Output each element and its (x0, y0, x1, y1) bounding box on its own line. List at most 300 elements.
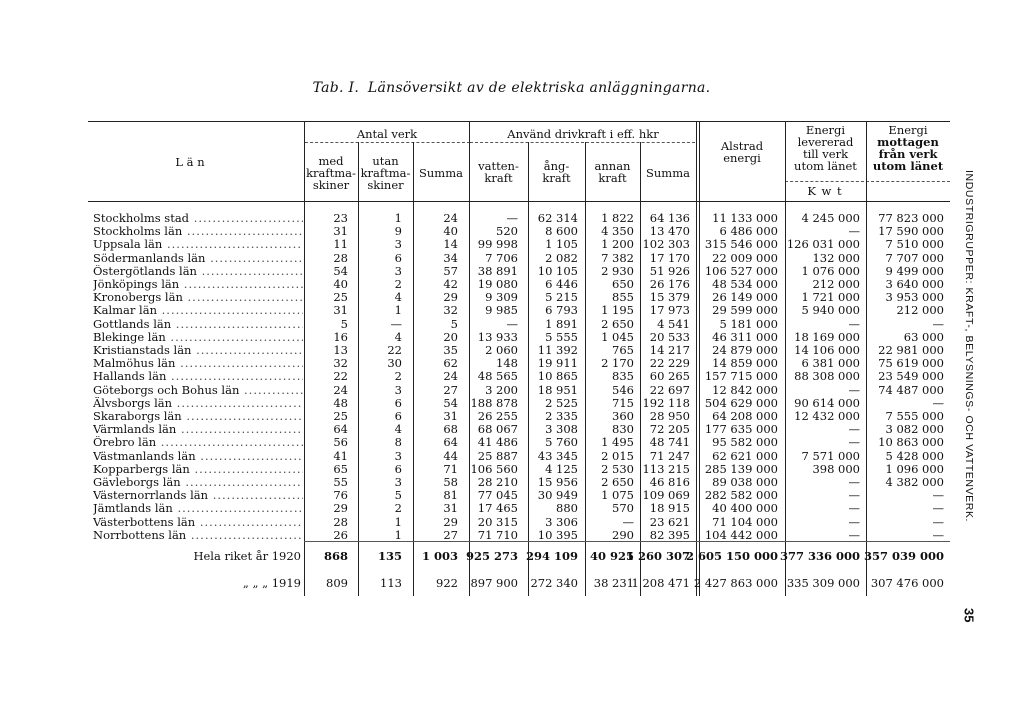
cell-med-kraftmaskiner: 28 (333, 514, 348, 529)
cell-angkraft: 2 082 (545, 250, 578, 265)
cell-lan: Kalmar län ..... (93, 304, 303, 317)
header-energi-mottagen (866, 124, 950, 172)
cell-med-kraftmaskiner: 809 (326, 576, 348, 590)
cell-annan-kraft: 2 930 (601, 263, 634, 278)
cell-med-kraftmaskiner: 5 (340, 316, 348, 331)
cell-utan-kraftmaskiner: 113 (380, 576, 402, 590)
cell-annan-kraft: 830 (612, 422, 634, 437)
cell-utan-kraftmaskiner: 1 (394, 527, 402, 542)
cell-annan-kraft: 1 075 (601, 488, 634, 503)
cell-energi-mottagen: — (932, 488, 944, 503)
cell-vattenkraft: 19 080 (477, 277, 518, 291)
table-number: Tab. I. (312, 80, 360, 96)
cell-lan: Västmanlands län ..... (93, 450, 303, 463)
header-angkraft (528, 160, 585, 184)
cell-energi-levererad: 5 940 000 (801, 303, 860, 318)
cell-angkraft: 62 314 (537, 211, 578, 225)
cell-angkraft: 2 525 (545, 395, 578, 410)
cell-energi-mottagen: — (932, 501, 944, 516)
header-line: vatten- (478, 159, 519, 173)
cell-annan-kraft: 38 231 (593, 576, 634, 590)
header-line: med (318, 154, 344, 168)
cell-energi-mottagen: 23 549 000 (878, 369, 944, 384)
table-row (0, 291, 960, 304)
table-row (0, 357, 960, 370)
cell-lan: Älvsborgs län ..... (93, 397, 303, 410)
table-row (0, 410, 960, 423)
cell-energi-mottagen: 7 707 000 (885, 250, 944, 265)
cell-med-kraftmaskiner: 65 (333, 461, 348, 476)
side-running-head (960, 170, 978, 535)
cell-utan-kraftmaskiner: 8 (394, 435, 402, 450)
cell-energi-levererad: — (848, 224, 860, 239)
header-line: utom länet (794, 159, 857, 173)
cell-energi-mottagen: 1 096 000 (885, 461, 944, 476)
cell-annan-kraft: 570 (612, 501, 634, 516)
table-row (0, 450, 960, 463)
cell-vattenkraft: — (506, 316, 518, 331)
cell-lan: Göteborgs och Bohus län ..... (93, 384, 303, 397)
cell-energi-mottagen: 10 863 000 (878, 435, 944, 450)
cell-lan: Stockholms län ..... (93, 225, 303, 238)
cell-vattenkraft: 3 200 (485, 382, 518, 397)
header-line: Energi (888, 123, 928, 137)
cell-med-kraftmaskiner: 55 (333, 475, 348, 489)
table-row (0, 344, 960, 357)
cell-utan-kraftmaskiner: 1 (394, 211, 402, 225)
cell-vattenkraft: 71 710 (477, 527, 518, 542)
cell-med-kraftmaskiner: 26 (333, 527, 348, 542)
cell-alstrad-energi: 6 486 000 (719, 224, 778, 239)
cell-lan: Skaraborgs län ..... (93, 410, 303, 423)
header-line: till verk (802, 147, 849, 161)
cell-energi-levererad: 212 000 (812, 277, 860, 291)
cell-alstrad-energi: 62 621 000 (712, 448, 778, 463)
header-utan-kraftmaskiner (358, 155, 413, 191)
header-antal-verk: Antal verk (356, 127, 418, 141)
cell-utan-kraftmaskiner: 3 (394, 475, 402, 489)
cell-angkraft: 5 215 (545, 290, 578, 305)
cell-utan-kraftmaskiner: 6 (394, 395, 402, 410)
cell-alstrad-energi: 12 842 000 (712, 382, 778, 397)
cell-alstrad-energi: 177 635 000 (704, 422, 778, 437)
cell-energi-levererad: — (848, 501, 860, 516)
cell-utan-kraftmaskiner: 22 (387, 343, 402, 357)
cell-lan: Västernorrlands län ..... (93, 489, 303, 502)
cell-energi-mottagen: 4 382 000 (885, 475, 944, 489)
cell-lan: Östergötlands län ..... (93, 265, 303, 278)
header-line: Alstrad (720, 139, 764, 153)
page-number-text: 35 (961, 608, 977, 623)
cell-alstrad-energi: 2 605 150 000 (685, 549, 778, 563)
cell-lan: Blekinge län ..... (93, 331, 303, 344)
cell-summa-drivkraft: 48 741 (649, 435, 690, 450)
cell-alstrad-energi: 46 311 000 (712, 329, 778, 344)
cell-summa-verk: 31 (443, 501, 458, 516)
cell-energi-levererad: 398 000 (812, 461, 860, 476)
cell-vattenkraft: 9 985 (485, 303, 518, 318)
cell-med-kraftmaskiner: 54 (333, 263, 348, 278)
cell-energi-mottagen: — (932, 395, 944, 410)
cell-alstrad-energi: 95 582 000 (712, 435, 778, 450)
cell-energi-mottagen: 3 640 000 (885, 277, 944, 291)
cell-energi-mottagen: 3 082 000 (885, 422, 944, 437)
cell-med-kraftmaskiner: 868 (323, 549, 348, 563)
cell-summa-drivkraft: 1 260 307 (625, 549, 690, 563)
cell-summa-drivkraft: 113 215 (642, 461, 690, 476)
cell-energi-mottagen: 307 476 000 (870, 576, 944, 590)
cell-angkraft: 3 306 (545, 514, 578, 529)
cell-angkraft: 1 105 (545, 237, 578, 252)
cell-energi-mottagen: 5 428 000 (885, 448, 944, 463)
cell-annan-kraft: 40 925 (589, 549, 634, 563)
cell-summa-verk: 34 (443, 250, 458, 265)
cell-med-kraftmaskiner: 24 (333, 382, 348, 397)
cell-utan-kraftmaskiner: 6 (394, 461, 402, 476)
cell-energi-levererad: 6 381 000 (801, 356, 860, 371)
cell-annan-kraft: 290 (612, 527, 634, 542)
cell-energi-mottagen: — (932, 316, 944, 331)
cell-energi-mottagen: 77 823 000 (878, 211, 944, 225)
cell-alstrad-energi: 14 859 000 (712, 356, 778, 371)
cell-energi-levererad: 12 432 000 (794, 409, 860, 423)
cell-med-kraftmaskiner: 64 (333, 422, 348, 437)
cell-summa-verk: 20 (443, 329, 458, 344)
cell-summa-verk: 35 (443, 343, 458, 357)
cell-energi-mottagen: 17 590 000 (878, 224, 944, 239)
cell-summa-verk: 40 (443, 224, 458, 239)
cell-energi-levererad: 1 076 000 (801, 263, 860, 278)
cell-summa-drivkraft: 15 379 (649, 290, 690, 305)
cell-med-kraftmaskiner: 13 (333, 343, 348, 357)
cell-energi-levererad: 132 000 (812, 250, 860, 265)
cell-annan-kraft: 765 (612, 343, 634, 357)
cell-utan-kraftmaskiner: 4 (394, 329, 402, 344)
cell-med-kraftmaskiner: 41 (333, 448, 348, 463)
cell-energi-levererad: — (848, 488, 860, 503)
cell-summa-verk: 24 (443, 369, 458, 384)
cell-vattenkraft: 20 315 (477, 514, 518, 529)
cell-energi-levererad: — (848, 475, 860, 489)
cell-angkraft: 10 105 (537, 263, 578, 278)
cell-vattenkraft: 106 560 (470, 461, 518, 476)
cell-alstrad-energi: 157 715 000 (704, 369, 778, 384)
header-line: kraft (598, 171, 627, 185)
cell-vattenkraft: 68 067 (477, 422, 518, 437)
cell-angkraft: 30 949 (537, 488, 578, 503)
cell-med-kraftmaskiner: 31 (333, 224, 348, 239)
cell-vattenkraft: 520 (496, 224, 518, 239)
cell-alstrad-energi: 106 527 000 (704, 263, 778, 278)
cell-summa-drivkraft: 22 697 (649, 382, 690, 397)
cell-summa-drivkraft: 20 533 (649, 329, 690, 344)
cell-med-kraftmaskiner: 29 (333, 501, 348, 516)
cell-vattenkraft: 925 273 (465, 549, 518, 563)
table-row (0, 502, 960, 515)
cell-vattenkraft: 25 887 (477, 448, 518, 463)
header-line: energi (723, 151, 761, 165)
cell-summa-drivkraft: 109 069 (642, 488, 690, 503)
cell-med-kraftmaskiner: 40 (333, 277, 348, 291)
table-row (0, 304, 960, 317)
table-row (0, 577, 960, 590)
cell-annan-kraft: 2 650 (601, 475, 634, 489)
cell-alstrad-energi: 89 038 000 (712, 475, 778, 489)
cell-energi-levererad: — (848, 514, 860, 529)
header-line: utan (372, 154, 399, 168)
cell-vattenkraft: 26 255 (477, 409, 518, 423)
header-line: annan (594, 159, 631, 173)
cell-lan: Hela riket år 1920 (193, 550, 301, 563)
header-summa-drivkraft: Summa (646, 166, 690, 180)
cell-energi-mottagen: 74 487 000 (878, 382, 944, 397)
cell-energi-mottagen: 357 039 000 (863, 549, 944, 563)
header-line: kraftma- (360, 166, 411, 180)
table-row (0, 489, 960, 502)
cell-summa-drivkraft: 14 217 (649, 343, 690, 357)
cell-annan-kraft: 2 015 (601, 448, 634, 463)
cell-summa-drivkraft: 192 118 (642, 395, 690, 410)
table-row (0, 331, 960, 344)
cell-lan: Jönköpings län ..... (93, 278, 303, 291)
cell-utan-kraftmaskiner: 3 (394, 237, 402, 252)
cell-utan-kraftmaskiner: 9 (394, 224, 402, 239)
table-row (0, 476, 960, 489)
cell-angkraft: 11 392 (537, 343, 578, 357)
cell-med-kraftmaskiner: 25 (333, 409, 348, 423)
cell-alstrad-energi: 24 879 000 (712, 343, 778, 357)
cell-utan-kraftmaskiner: 1 (394, 514, 402, 529)
cell-summa-verk: 1 003 (421, 549, 458, 563)
cell-summa-verk: 29 (443, 290, 458, 305)
cell-lan: Gottlands län ..... (93, 318, 303, 331)
cell-lan: Malmöhus län ..... (93, 357, 303, 370)
cell-annan-kraft: 7 382 (601, 250, 634, 265)
cell-med-kraftmaskiner: 31 (333, 303, 348, 318)
cell-vattenkraft: 13 933 (477, 329, 518, 344)
cell-summa-verk: 24 (443, 211, 458, 225)
cell-utan-kraftmaskiner: 4 (394, 422, 402, 437)
cell-alstrad-energi: 22 009 000 (712, 250, 778, 265)
cell-summa-drivkraft: 46 816 (649, 475, 690, 489)
cell-alstrad-energi: 71 104 000 (712, 514, 778, 529)
page-number (962, 608, 976, 628)
cell-annan-kraft: 546 (612, 382, 634, 397)
cell-summa-drivkraft: 17 973 (649, 303, 690, 318)
table-caption: Länsöversikt av de elektriska anläggningarna. (367, 80, 711, 96)
cell-alstrad-energi: 315 546 000 (704, 237, 778, 252)
cell-summa-verk: 64 (443, 435, 458, 450)
cell-vattenkraft: 148 (496, 356, 518, 371)
table-row (0, 516, 960, 529)
cell-lan: Stockholms stad ..... (93, 212, 303, 225)
cell-summa-verk: 44 (443, 448, 458, 463)
cell-annan-kraft: 1 200 (601, 237, 634, 252)
cell-angkraft: 294 109 (525, 549, 578, 563)
cell-summa-drivkraft: 28 950 (649, 409, 690, 423)
table-title (0, 80, 1023, 96)
cell-energi-levererad: 88 308 000 (794, 369, 860, 384)
cell-utan-kraftmaskiner: 2 (394, 501, 402, 516)
cell-alstrad-energi: 282 582 000 (704, 488, 778, 503)
cell-lan: Södermanlands län ..... (93, 252, 303, 265)
header-top-rule (88, 121, 950, 122)
cell-vattenkraft: 188 878 (470, 395, 518, 410)
cell-annan-kraft: 855 (612, 290, 634, 305)
header-med-kraftmaskiner (304, 155, 358, 191)
cell-vattenkraft: 897 900 (470, 576, 518, 590)
cell-summa-verk: 27 (443, 527, 458, 542)
cell-vattenkraft: 2 060 (485, 343, 518, 357)
header-annan-kraft (585, 160, 640, 184)
cell-energi-levererad: 7 571 000 (801, 448, 860, 463)
cell-annan-kraft: 1 195 (601, 303, 634, 318)
cell-angkraft: 5 555 (545, 329, 578, 344)
cell-med-kraftmaskiner: 48 (333, 395, 348, 410)
cell-summa-verk: 42 (443, 277, 458, 291)
cell-summa-verk: 5 (450, 316, 458, 331)
cell-med-kraftmaskiner: 56 (333, 435, 348, 450)
table-row (0, 238, 960, 251)
cell-summa-drivkraft: 64 136 (649, 211, 690, 225)
cell-angkraft: 18 951 (537, 382, 578, 397)
cell-med-kraftmaskiner: 11 (333, 237, 348, 252)
cell-angkraft: 2 335 (545, 409, 578, 423)
cell-med-kraftmaskiner: 23 (333, 211, 348, 225)
cell-alstrad-energi: 64 208 000 (712, 409, 778, 423)
cell-energi-levererad: 377 336 000 (779, 549, 860, 563)
cell-med-kraftmaskiner: 76 (333, 488, 348, 503)
cell-energi-mottagen: 7 510 000 (885, 237, 944, 252)
header-energi-levererad (785, 124, 866, 172)
cell-alstrad-energi: 29 599 000 (712, 303, 778, 318)
cell-energi-levererad: — (848, 316, 860, 331)
table-row (0, 436, 960, 449)
header-bottom-rule (88, 201, 950, 202)
cell-angkraft: 4 125 (545, 461, 578, 476)
cell-utan-kraftmaskiner: 3 (394, 382, 402, 397)
header-lan: L ä n (175, 155, 205, 169)
cell-angkraft: 272 340 (530, 576, 578, 590)
kwt-rule (785, 181, 950, 182)
cell-lan: Norrbottens län ..... (93, 529, 303, 542)
cell-vattenkraft: 7 706 (485, 250, 518, 265)
cell-summa-drivkraft: 71 247 (649, 448, 690, 463)
header-line: kraft (484, 171, 513, 185)
cell-summa-drivkraft: 72 205 (649, 422, 690, 437)
cell-annan-kraft: 2 170 (601, 356, 634, 371)
cell-energi-levererad: 4 245 000 (801, 211, 860, 225)
cell-summa-verk: 922 (436, 576, 458, 590)
cell-alstrad-energi: 26 149 000 (712, 290, 778, 305)
cell-energi-mottagen: 7 555 000 (885, 409, 944, 423)
cell-energi-mottagen: 3 953 000 (885, 290, 944, 305)
cell-lan: Örebro län ..... (93, 436, 303, 449)
cell-utan-kraftmaskiner: 2 (394, 277, 402, 291)
cell-summa-drivkraft: 4 541 (657, 316, 690, 331)
cell-annan-kraft: 4 350 (601, 224, 634, 239)
cell-angkraft: 880 (556, 501, 578, 516)
cell-utan-kraftmaskiner: 6 (394, 409, 402, 423)
table-row (0, 265, 960, 278)
table-row (0, 529, 960, 542)
table-row (0, 370, 960, 383)
cell-angkraft: 5 760 (545, 435, 578, 450)
cell-alstrad-energi: 2 427 863 000 (693, 576, 778, 590)
cell-energi-levererad: — (848, 435, 860, 450)
cell-utan-kraftmaskiner: 2 (394, 369, 402, 384)
cell-utan-kraftmaskiner: 1 (394, 303, 402, 318)
cell-summa-drivkraft: 51 926 (649, 263, 690, 278)
header-line: skiner (367, 178, 404, 192)
cell-summa-drivkraft: 26 176 (649, 277, 690, 291)
cell-utan-kraftmaskiner: 4 (394, 290, 402, 305)
cell-summa-verk: 81 (443, 488, 458, 503)
cell-annan-kraft: 360 (612, 409, 634, 423)
cell-utan-kraftmaskiner: 30 (387, 356, 402, 371)
cell-summa-drivkraft: 17 170 (649, 250, 690, 265)
cell-energi-levererad: — (848, 382, 860, 397)
cell-energi-mottagen: — (932, 527, 944, 542)
cell-alstrad-energi: 504 629 000 (704, 395, 778, 410)
cell-angkraft: 10 395 (537, 527, 578, 542)
table-row (0, 384, 960, 397)
cell-vattenkraft: 77 045 (477, 488, 518, 503)
cell-annan-kraft: 650 (612, 277, 634, 291)
cell-summa-verk: 58 (443, 475, 458, 489)
cell-energi-levererad: 126 031 000 (786, 237, 860, 252)
table-row (0, 212, 960, 225)
cell-summa-drivkraft: 22 229 (649, 356, 690, 371)
cell-summa-drivkraft: 102 303 (642, 237, 690, 252)
cell-energi-levererad: — (848, 527, 860, 542)
cell-energi-levererad: 90 614 000 (794, 395, 860, 410)
header-line: ång- (543, 159, 570, 173)
antal-verk-underline (305, 142, 470, 143)
cell-lan: Kronobergs län ..... (93, 291, 303, 304)
cell-vattenkraft: 17 465 (477, 501, 518, 516)
cell-med-kraftmaskiner: 22 (333, 369, 348, 384)
cell-angkraft: 43 345 (537, 448, 578, 463)
cell-energi-levererad: 335 309 000 (786, 576, 860, 590)
table-row (0, 278, 960, 291)
cell-angkraft: 19 911 (537, 356, 578, 371)
cell-annan-kraft: 715 (612, 395, 634, 410)
header-vattenkraft (469, 160, 528, 184)
cell-annan-kraft: 2 530 (601, 461, 634, 476)
table-row (0, 225, 960, 238)
cell-angkraft: 6 793 (545, 303, 578, 318)
cell-summa-verk: 68 (443, 422, 458, 437)
cell-annan-kraft: 1 495 (601, 435, 634, 450)
header-line: Energi (805, 123, 846, 137)
cell-summa-drivkraft: 1 208 471 (631, 576, 690, 590)
cell-utan-kraftmaskiner: 6 (394, 250, 402, 265)
header-kwt: K w t (807, 184, 843, 198)
cell-med-kraftmaskiner: 32 (333, 356, 348, 371)
cell-angkraft: 15 956 (537, 475, 578, 489)
cell-angkraft: 3 308 (545, 422, 578, 437)
cell-lan: Uppsala län ..... (93, 238, 303, 251)
cell-lan: Hallands län ..... (93, 370, 303, 383)
cell-utan-kraftmaskiner: 3 (394, 448, 402, 463)
cell-energi-mottagen: — (932, 514, 944, 529)
cell-summa-verk: 54 (443, 395, 458, 410)
table-row (0, 550, 960, 563)
cell-energi-levererad: 14 106 000 (794, 343, 860, 357)
cell-summa-verk: 29 (443, 514, 458, 529)
cell-summa-drivkraft: 60 265 (649, 369, 690, 384)
